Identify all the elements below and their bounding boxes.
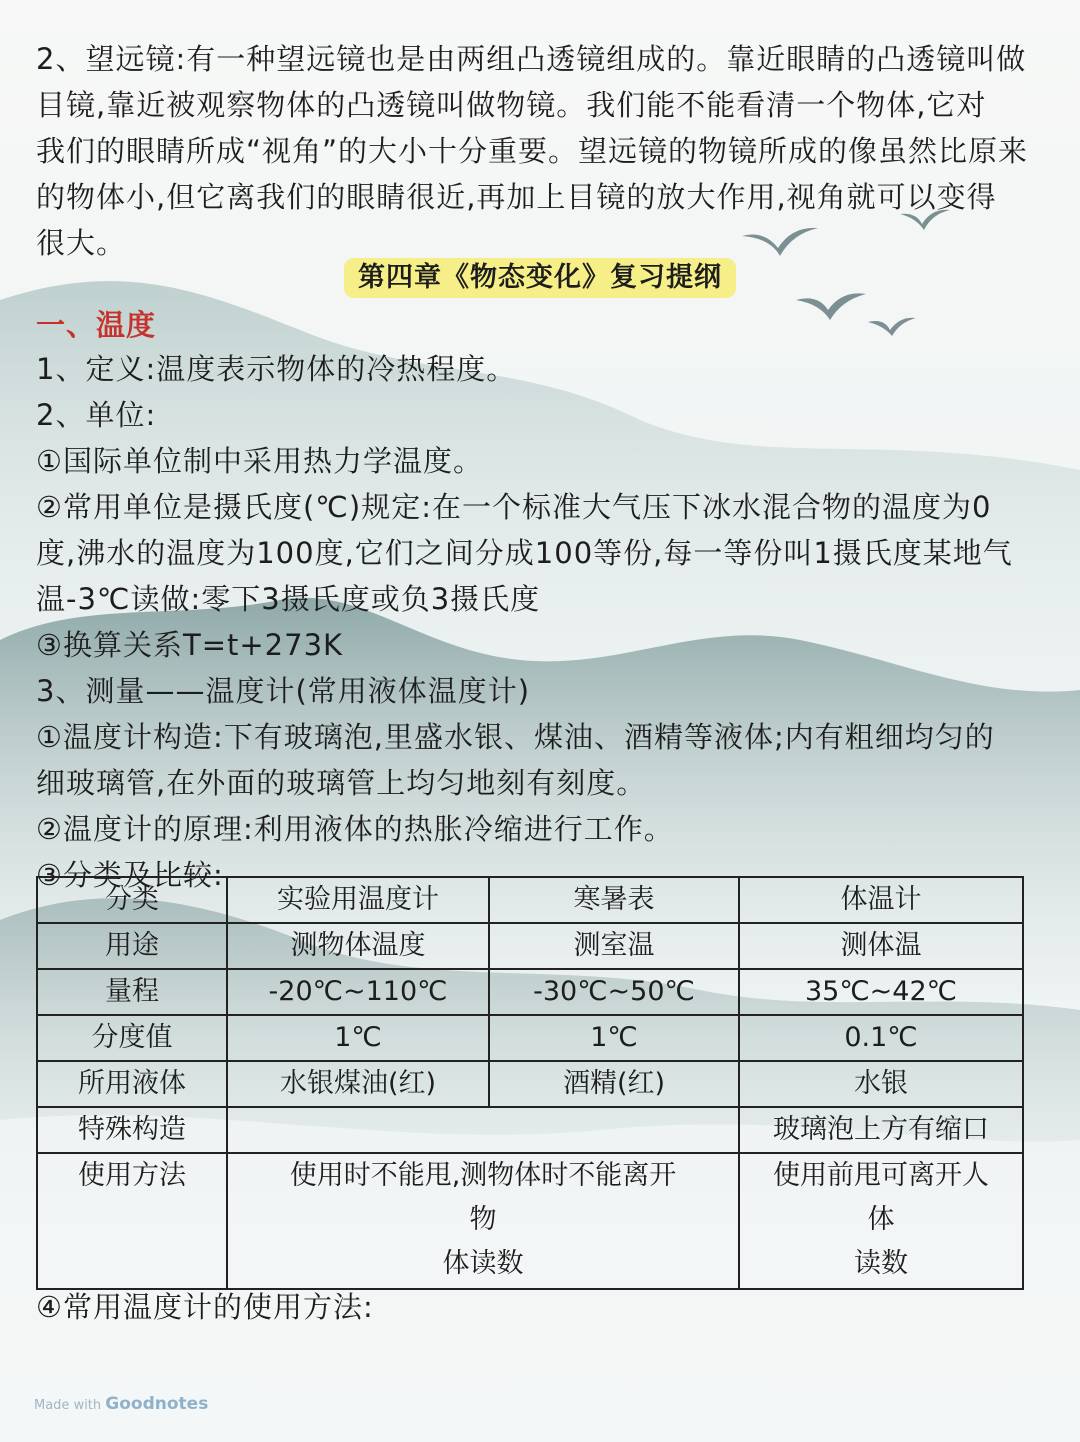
table-cell: -30℃~50℃	[489, 969, 739, 1015]
table-row-special-structure	[37, 1107, 1023, 1153]
telescope-line-3: 我们的眼睛所成“视角”的大小十分重要。望远镜的物镜所成的像虽然比原来	[36, 134, 1029, 168]
table-header-cell: 寒暑表	[489, 877, 739, 923]
usage-fever-line-1: 使用前甩可离开人	[773, 1160, 989, 1191]
table-cell: 量程	[37, 969, 227, 1015]
body-line-3: ①国际单位制中采用热力学温度。	[36, 444, 483, 478]
body-line-9: ①温度计构造:下有玻璃泡,里盛水银、煤油、酒精等液体;内有粗细均匀的	[36, 720, 995, 754]
body-line-5: 度,沸水的温度为100度,它们之间分成100等份,每一等份叫1摄氏度某地气	[36, 536, 1013, 570]
table-cell: 水银煤油(红)	[227, 1061, 489, 1107]
table-row	[37, 1015, 1023, 1061]
body-line-6: 温-3℃读做:零下3摄氏度或负3摄氏度	[36, 582, 541, 616]
usage-general-cell	[227, 1153, 739, 1289]
table-cell: 1℃	[227, 1015, 489, 1061]
table-cell: 特殊构造	[37, 1107, 227, 1153]
body-line-7: ③换算关系T=t+273K	[36, 628, 344, 662]
table-cell: 1℃	[489, 1015, 739, 1061]
usage-general-line-1: 使用时不能甩,测物体时不能离开	[289, 1160, 677, 1191]
table-header-cell: 实验用温度计	[227, 877, 489, 923]
table-cell: 玻璃泡上方有缩口	[739, 1107, 1023, 1153]
body-line-10: 细玻璃管,在外面的玻璃管上均匀地刻有刻度。	[36, 766, 647, 800]
watermark-brand: Goodnotes	[105, 1394, 209, 1414]
usage-fever-cell	[739, 1153, 1023, 1289]
table-header-cell: 体温计	[739, 877, 1023, 923]
table-cell: 酒精(红)	[489, 1061, 739, 1107]
usage-general-line-3: 体读数	[442, 1248, 524, 1279]
table-cell: 分度值	[37, 1015, 227, 1061]
table-cell: 测体温	[739, 923, 1023, 969]
telescope-line-5: 很大。	[36, 226, 127, 260]
telescope-line-1: 2、望远镜:有一种望远镜也是由两组凸透镜组成的。靠近眼睛的凸透镜叫做	[36, 42, 1027, 76]
table-row	[37, 1061, 1023, 1107]
footer-line: ④常用温度计的使用方法:	[36, 1290, 374, 1324]
body-line-12: ③分类及比较:	[36, 858, 224, 892]
body-line-8: 3、测量——温度计(常用液体温度计)	[36, 674, 531, 708]
telescope-line-4: 的物体小,但它离我们的眼睛很近,再加上目镜的放大作用,视角就可以变得	[36, 180, 997, 214]
body-line-4: ②常用单位是摄氏度(℃)规定:在一个标准大气压下冰水混合物的温度为0	[36, 490, 992, 524]
usage-fever-line-3: 读数	[854, 1248, 908, 1279]
section-title: 一、温度	[36, 308, 157, 342]
table-header-cell: 分类	[37, 877, 227, 923]
table-cell: 测室温	[489, 923, 739, 969]
table-row-usage	[37, 1153, 1023, 1289]
table-cell: 35℃~42℃	[739, 969, 1023, 1015]
watermark-prefix: Made with	[34, 1398, 102, 1413]
body-line-2: 2、单位:	[36, 398, 157, 432]
chapter-title: 第四章《物态变化》复习提纲	[344, 258, 736, 298]
empty-cell	[227, 1107, 739, 1153]
table-cell: 水银	[739, 1061, 1023, 1107]
table-header-row	[37, 877, 1023, 923]
table-cell: 用途	[37, 923, 227, 969]
table-row	[37, 923, 1023, 969]
table-cell: -20℃~110℃	[227, 969, 489, 1015]
table-cell: 测物体温度	[227, 923, 489, 969]
goodnotes-watermark	[34, 1394, 208, 1414]
usage-fever-line-2: 体	[867, 1204, 895, 1235]
table-row	[37, 969, 1023, 1015]
body-line-11: ②温度计的原理:利用液体的热胀冷缩进行工作。	[36, 812, 674, 846]
usage-general-line-2: 物	[469, 1204, 497, 1235]
telescope-line-2: 目镜,靠近被观察物体的凸透镜叫做物镜。我们能不能看清一个物体,它对	[36, 88, 987, 122]
chapter-heading-row	[0, 258, 1080, 298]
table-cell: 0.1℃	[739, 1015, 1023, 1061]
thermometer-comparison-table	[36, 876, 1024, 1290]
table-cell: 所用液体	[37, 1061, 227, 1107]
table-cell: 使用方法	[37, 1153, 227, 1289]
body-line-1: 1、定义:温度表示物体的冷热程度。	[36, 352, 517, 386]
